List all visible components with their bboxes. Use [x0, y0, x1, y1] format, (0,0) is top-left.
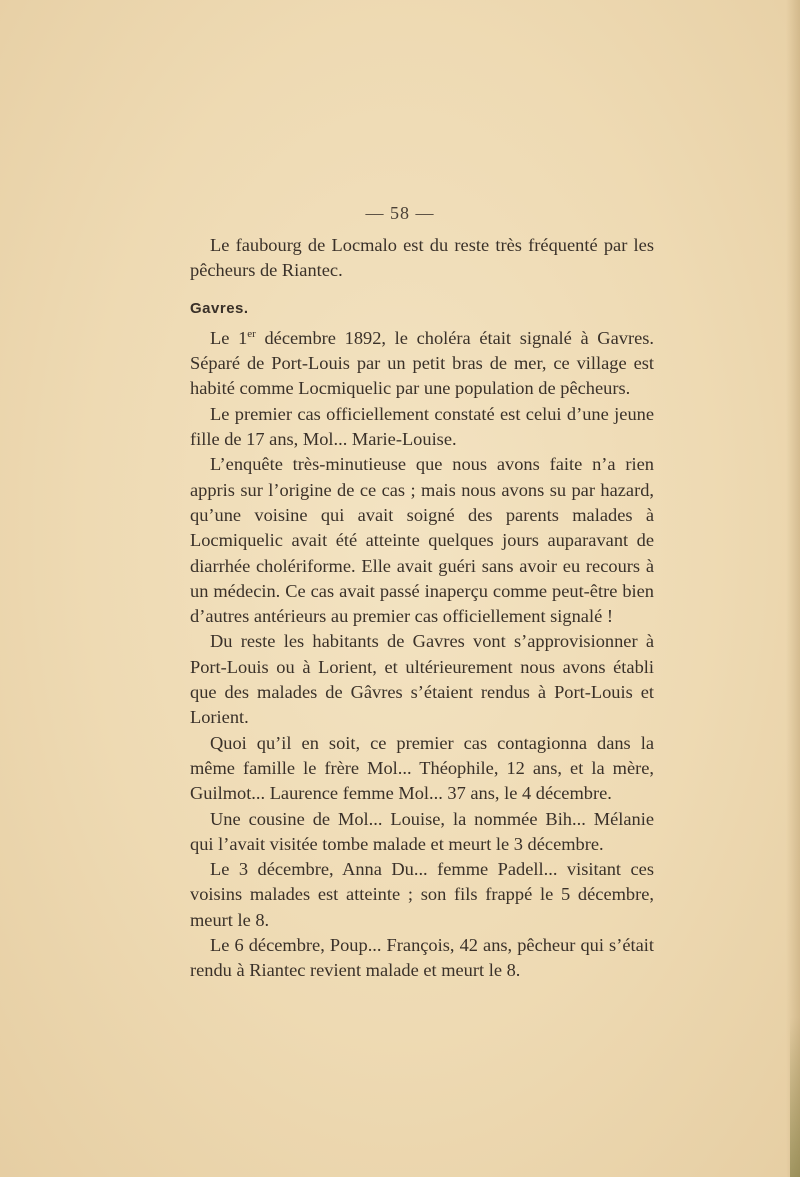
section-heading-gavres: Gavres.: [190, 299, 249, 317]
page-number: — 58 —: [365, 203, 435, 223]
ordinal-superscript: er: [247, 327, 256, 340]
body-text: [190, 233, 654, 984]
paragraph-intro: Le faubourg de Locmalo est du reste très fréquenté par les pêcheurs de Riantec.: [190, 235, 654, 281]
page-edge-shadow: [786, 0, 800, 1177]
paragraph-2: Le premier cas officiellement constaté est celui d’une jeune fille de 17 ans, Mol... Marie-Louise.: [190, 403, 654, 450]
paragraph-5: Quoi qu’il en soit, ce premier cas contagionna dans la même famille le frère Mol... Théophile, 12 ans, et la mère, Guilmot... Laurence femme Mol... 37 ans, le 4 décembre.: [190, 732, 654, 804]
paragraph-7: Le 3 décembre, Anna Du... femme Padell... visitant ces voisins malades est atteinte ; son fils frappé le 5 décembre, meurt le 8.: [190, 859, 654, 930]
paragraph-6: Une cousine de Mol... Louise, la nommée Bih... Mélanie qui l’avait visitée tombe malade et meurt le 3 décembre.: [190, 808, 654, 854]
paragraph-3: L’enquête très-minutieuse que nous avons faite n’a rien appris sur l’origine de ce cas ; mais nous avons su par hazard, qu’une voisine qui avait soigné des parents malades à Locmiquelic avait été atteinte quelques jours auparavant de diarrhée cholériforme. Elle avait guéri sans avoir eu recours à un médecin. Ce cas avait passé inaperçu comme peut-être bien d’autres antérieurs au premier cas officiellement signalé !: [190, 454, 654, 627]
paragraph-1-rest: décembre 1892, le choléra était signalé à Gavres. Séparé de Port-Louis par un petit bras de mer, ce village est habité comme Locmiquelic par une population de pêcheurs.: [190, 327, 654, 399]
paragraph-1: [190, 326, 654, 402]
page-edge-stain: [790, 1017, 800, 1177]
paragraph-8: Le 6 décembre, Poup... François, 42 ans, pêcheur qui s’était rendu à Riantec revient malade et meurt le 8.: [190, 935, 654, 981]
paragraph-4: Du reste les habitants de Gavres vont s’approvisionner à Port-Louis ou à Lorient, et ultérieurement nous avons établi que des malades de Gâvres s’étaient rendus à Port-Louis et Lorient.: [190, 631, 654, 728]
paragraph-1-start: Le 1: [210, 327, 248, 348]
